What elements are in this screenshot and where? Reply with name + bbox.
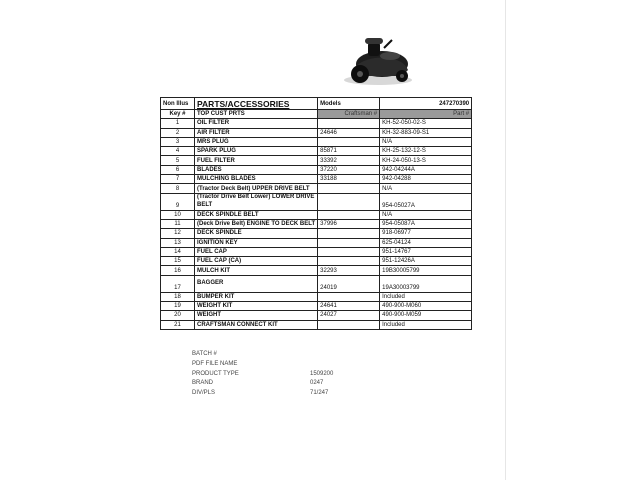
table-row (161, 193, 472, 210)
row-part-number: 490-900-M060 (380, 302, 472, 311)
batch-row (192, 389, 372, 399)
table-row (161, 229, 472, 238)
row-part-name: BAGGER (195, 275, 318, 292)
table-row (161, 238, 472, 247)
table-row (161, 165, 472, 174)
table-title: PARTS/ACCESSORIES (195, 98, 318, 110)
row-part-number: 954-05027A (380, 193, 472, 210)
row-part-name: AIR FILTER (195, 128, 318, 137)
row-craftsman-number (318, 184, 380, 193)
row-craftsman-number (318, 210, 380, 219)
table-row (161, 210, 472, 219)
row-part-name: (Tractor Drive Belt Lower) LOWER DRIVE BELT (195, 193, 318, 210)
batch-label: DIV/PLS (192, 390, 216, 397)
row-craftsman-number: 37220 (318, 165, 380, 174)
row-key: 21 (161, 320, 195, 329)
row-part-number: 490-900-M059 (380, 311, 472, 320)
row-key: 10 (161, 210, 195, 219)
row-part-name: BUMPER KIT (195, 292, 318, 301)
row-part-number: 951-12426A (380, 257, 472, 266)
row-part-name: MULCH KIT (195, 266, 318, 275)
table-row (161, 175, 472, 184)
row-key: 14 (161, 247, 195, 256)
batch-row (192, 370, 372, 380)
row-part-number: Included (380, 292, 472, 301)
row-part-number: 19A30003799 (380, 275, 472, 292)
row-part-number: 954-05087A (380, 219, 472, 228)
batch-value: 1509200 (310, 370, 334, 377)
table-subheader-row (161, 110, 472, 119)
row-part-number: KH-52-050-02-S (380, 119, 472, 128)
table-row (161, 266, 472, 275)
table-row (161, 257, 472, 266)
row-key: 1 (161, 119, 195, 128)
row-part-number: KH-25-132-12-S (380, 147, 472, 156)
row-craftsman-number: 24019 (318, 275, 380, 292)
row-craftsman-number: 24027 (318, 311, 380, 320)
table-row (161, 320, 472, 329)
row-part-name: DECK SPINDLE BELT (195, 210, 318, 219)
row-part-name: FUEL CAP (CA) (195, 257, 318, 266)
riding-mower-icon (338, 30, 418, 88)
row-part-name: (Tractor Deck Belt) UPPER DRIVE BELT (195, 184, 318, 193)
table-row (161, 156, 472, 165)
row-part-name: (Deck Drive Belt) ENGINE TO DECK BELT (195, 219, 318, 228)
section-header: TOP CUST PRTS (195, 110, 318, 119)
row-craftsman-number: 33188 (318, 175, 380, 184)
row-craftsman-number (318, 119, 380, 128)
batch-value: 71/247 (310, 390, 329, 397)
row-part-name: WEIGHT (195, 311, 318, 320)
row-part-number: 942-04288 (380, 175, 472, 184)
row-key: 11 (161, 219, 195, 228)
row-craftsman-number (318, 137, 380, 146)
row-part-number: N/A (380, 210, 472, 219)
row-part-number: 19B30005799 (380, 266, 472, 275)
models-header: Models (318, 98, 380, 110)
row-part-number: 625-04124 (380, 238, 472, 247)
row-key: 2 (161, 128, 195, 137)
batch-label: BATCH # (192, 351, 217, 357)
page-edge-line (505, 0, 506, 480)
row-key: 4 (161, 147, 195, 156)
row-part-number: 951-14767 (380, 247, 472, 256)
row-part-name: BLADES (195, 165, 318, 174)
row-key: 9 (161, 193, 195, 210)
batch-row (192, 379, 372, 389)
table-row (161, 275, 472, 292)
row-craftsman-number (318, 229, 380, 238)
row-key: 17 (161, 275, 195, 292)
batch-row (192, 350, 372, 360)
row-craftsman-number: 85871 (318, 147, 380, 156)
row-part-name: FUEL FILTER (195, 156, 318, 165)
row-key: 6 (161, 165, 195, 174)
row-part-name: OIL FILTER (195, 119, 318, 128)
parts-table (160, 97, 472, 330)
row-craftsman-number (318, 320, 380, 329)
row-key: 13 (161, 238, 195, 247)
row-key: 20 (161, 311, 195, 320)
craftsman-header: Craftsman # (318, 110, 380, 119)
batch-label: PRODUCT TYPE (192, 370, 239, 377)
row-part-number: KH-32-883-09-S1 (380, 128, 472, 137)
row-part-number: KH-24-050-13-S (380, 156, 472, 165)
row-part-name: CRAFTSMAN CONNECT KIT (195, 320, 318, 329)
row-key: 19 (161, 302, 195, 311)
row-key: 15 (161, 257, 195, 266)
row-part-number: N/A (380, 137, 472, 146)
table-row (161, 292, 472, 301)
table-row (161, 128, 472, 137)
table-row (161, 137, 472, 146)
row-part-name: FUEL CAP (195, 247, 318, 256)
row-craftsman-number (318, 193, 380, 210)
row-part-name: MULCHING BLADES (195, 175, 318, 184)
row-part-number: N/A (380, 184, 472, 193)
row-part-number: 942-04244A (380, 165, 472, 174)
model-number: 247270390 (380, 98, 472, 110)
table-row (161, 147, 472, 156)
row-key: 18 (161, 292, 195, 301)
row-craftsman-number: 37996 (318, 219, 380, 228)
table-row (161, 302, 472, 311)
row-part-name: SPARK PLUG (195, 147, 318, 156)
table-row (161, 247, 472, 256)
row-craftsman-number (318, 257, 380, 266)
table-row (161, 184, 472, 193)
table-row (161, 311, 472, 320)
batch-label: PDF FILE NAME (192, 360, 238, 367)
row-part-name: DECK SPINDLE (195, 229, 318, 238)
row-part-number: Included (380, 320, 472, 329)
table-row (161, 119, 472, 128)
row-key: 16 (161, 266, 195, 275)
non-illus-header: Non Illus (161, 98, 195, 110)
row-craftsman-number: 24646 (318, 128, 380, 137)
row-craftsman-number (318, 247, 380, 256)
batch-info (192, 350, 372, 399)
row-part-name: IGNITION KEY (195, 238, 318, 247)
row-craftsman-number: 33392 (318, 156, 380, 165)
batch-value: 0247 (310, 380, 324, 387)
table-row (161, 219, 472, 228)
row-key: 7 (161, 175, 195, 184)
table-header-row (161, 98, 472, 110)
row-key: 12 (161, 229, 195, 238)
row-craftsman-number: 24641 (318, 302, 380, 311)
row-key: 5 (161, 156, 195, 165)
row-key: 8 (161, 184, 195, 193)
row-key: 3 (161, 137, 195, 146)
key-header: Key # (161, 110, 195, 119)
part-header: Part # (380, 110, 472, 119)
row-craftsman-number: 32293 (318, 266, 380, 275)
batch-row (192, 360, 372, 370)
batch-label: BRAND (192, 380, 214, 387)
row-craftsman-number (318, 292, 380, 301)
row-part-name: MRS PLUG (195, 137, 318, 146)
row-part-number: 918-06977 (380, 229, 472, 238)
row-part-name: WEIGHT KIT (195, 302, 318, 311)
row-craftsman-number (318, 238, 380, 247)
